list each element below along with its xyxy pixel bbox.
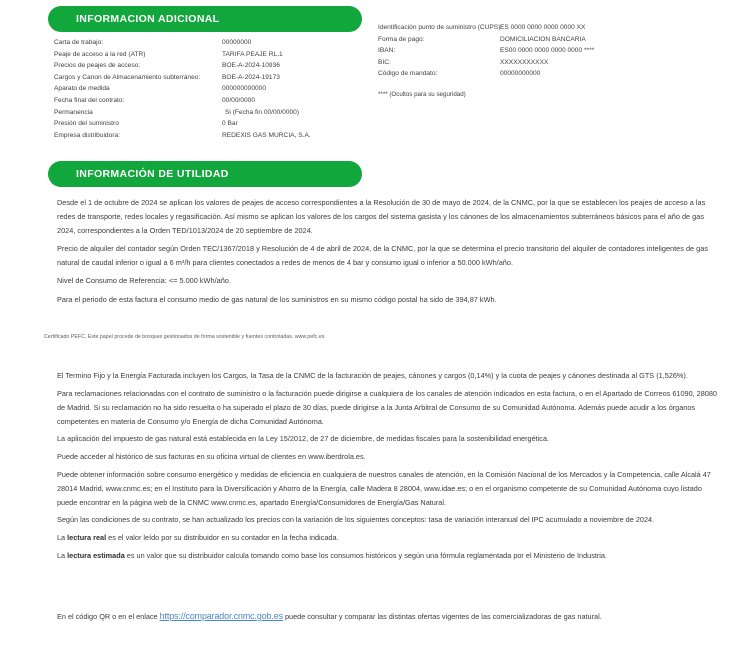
- utility-paragraph-reference-consumption: [57, 274, 719, 288]
- info-row-forma-de-pago: [378, 34, 723, 46]
- info-row-aparato-de-medida: [54, 83, 374, 95]
- legal-term-actual-reading: lectura real: [67, 533, 107, 543]
- info-label: Forma de pago:: [378, 35, 425, 43]
- info-value: 000000000000: [222, 85, 267, 93]
- comparator-link-block: [57, 609, 677, 624]
- additional-info-left-column: [54, 37, 374, 141]
- utility-paragraph-text: Desde el 1 de octubre de 2024 se aplican los valores de peajes de acceso correspondientes a la Resolución de 30 de mayo de 2024, de la CNMC, por la que se establecen los peajes de acceso a las redes de transporte, redes locales y regasificación. Así mismo se aplican los valores de los cargos del sistema gasista y los cánones de los almacenamientos subterráneos básicos para el año de gas 2024, correspondientes a la Orden TED/1013/2024 de 20 septiembre de 2024.: [57, 198, 706, 236]
- additional-info-right-column: [378, 22, 723, 101]
- legal-paragraph-gas-tax: [57, 432, 723, 446]
- info-value: 0 Bar: [222, 120, 238, 128]
- legal-paragraph-price-update-ipc: [57, 513, 723, 527]
- info-row-fecha-final-contrato: [54, 95, 374, 107]
- info-label: Carta de trabajo:: [54, 39, 104, 46]
- legal-text-prefix: La: [57, 533, 68, 543]
- info-label: Peaje de acceso a la red (ATR): [54, 50, 146, 58]
- info-value: TARIFA PEAJE RL.1: [222, 50, 283, 58]
- info-label: Cargos y Canon de Almacenamiento subterráneo:: [54, 73, 201, 81]
- info-row-codigo-de-mandato: [378, 68, 723, 80]
- info-row-permanencia: [54, 107, 374, 119]
- comparator-text-suffix: puede consultar y comparar las distintas ofertas vigentes de las comercializadoras de gas natural.: [282, 612, 602, 621]
- info-row-iban: [378, 45, 723, 57]
- legal-paragraph-claims: [57, 387, 723, 429]
- info-label: BIC:: [378, 58, 391, 66]
- legal-paragraph-invoice-history: [57, 450, 723, 464]
- info-value: 00/00/0000: [222, 96, 256, 104]
- legal-paragraph-text: La aplicación del impuesto de gas natural está establecida en la Ley 15/2012, de 27 de diciembre, de medidas fiscales para la sostenibilidad energética.: [57, 434, 550, 444]
- comparador-cnmc-link[interactable]: https://comparador.cnmc.gob.es: [159, 611, 283, 621]
- pefc-certification-notice: Certificado PEFC. Este papel procede de bosques gestionados de forma sostenible y fuentes controladas. www.pefc.es: [44, 334, 325, 340]
- legal-paragraph-energy-efficiency-info: [57, 468, 723, 510]
- utility-paragraph-tariffs: [57, 196, 719, 238]
- info-value: BOE-A-2024-19173: [222, 73, 280, 81]
- info-value: REDEXIS GAS MURCIA, S.A.: [222, 131, 311, 139]
- info-value: ES 0000 0000 0000 0000 XX: [500, 24, 586, 31]
- legal-text-suffix: es un valor que su distribuidor calcula tomando como base los consumos históricos y según una fórmula reglamentada por el Ministerio de Industria.: [124, 550, 608, 560]
- info-row-presion-suministro: [54, 118, 374, 130]
- legal-text-suffix: es el valor leído por su distribuidor en su contador en la fecha indicada.: [106, 533, 339, 543]
- legal-paragraph-estimated-reading: [57, 549, 723, 563]
- comparator-text-prefix: En el código QR o en el enlace: [57, 612, 160, 621]
- utility-paragraph-meter-rental: [57, 242, 719, 270]
- legal-paragraph-actual-reading: [57, 531, 723, 545]
- info-label: Código de mandato:: [378, 70, 438, 78]
- info-row-cups: [378, 22, 723, 34]
- info-value: DOMICILIACION BANCARIA: [500, 35, 586, 43]
- utility-info-body: [57, 196, 719, 311]
- section-header-utility-info: [48, 161, 362, 187]
- info-row-bic: [378, 57, 723, 69]
- utility-paragraph-text: Nivel de Consumo de Referencia: <= 5.000 kWh/año.: [57, 276, 231, 286]
- info-value: XXXXXXXXXXX: [500, 58, 549, 66]
- info-label: Identificación punto de suministro (CUPS):: [378, 24, 503, 31]
- info-row-peaje-acceso-red: [54, 49, 374, 61]
- info-label: Aparato de medida: [54, 85, 110, 93]
- utility-paragraph-text: Precio de alquiler del contador según Orden TEC/1367/2018 y Resolución de 4 de abril de 2024, de la CNMC, por la que se determina el precio transitorio del alquiler de contadores inteligentes de gas natural de caudal inferior o igual a 6 m³/h para clientes conectados a redes de menos de 4 bar y consumo igual o inferior a 50.000 kWh/año.: [57, 244, 708, 268]
- utility-paragraph-text: Para el periodo de esta factura el consumo medio de gas natural de los suministros en su mismo código postal ha sido de 394,87 kWh.: [57, 294, 497, 304]
- legal-paragraph-fixed-term-charges: [57, 369, 723, 383]
- info-label: Permanencia: [54, 108, 93, 116]
- utility-paragraph-average-consumption: [57, 293, 719, 307]
- info-row-carta-de-trabajo: [54, 37, 374, 49]
- legal-term-estimated-reading: lectura estimada: [67, 550, 125, 560]
- info-label: Precios de peajes de acceso:: [54, 62, 141, 70]
- section-header-additional-info-label: INFORMACION ADICIONAL: [76, 13, 220, 25]
- info-value: ES00 0000 0000 0000 0000 ****: [500, 47, 595, 55]
- info-value: 00000000: [222, 39, 252, 46]
- section-header-utility-info-label: INFORMACIÓN DE UTILIDAD: [76, 168, 229, 180]
- info-label: IBAN:: [378, 47, 396, 55]
- comparator-paragraph: [57, 609, 677, 624]
- masked-fields-note: **** (Ocultos para su seguridad): [378, 90, 466, 98]
- info-label: Empresa distribuidora:: [54, 131, 120, 139]
- info-label: Presión del suministro: [54, 120, 119, 128]
- legal-paragraph-text: Para reclamaciones relacionadas con el contrato de suministro o la facturación puede dirigirse a cualquiera de los canales de atención indicados en esta factura, o en el Apartado de Correos 61090, 28080 de Madrid. Si su reclamación no ha sido resuelta o ha superado el plazo de 30 días, puede dirigirse a la Junta Arbitral de Consumo de su Comunidad Autónoma. Además puede acudir a los órganos competentes en materia de Consumo y/o Energía de dicha Comunidad Autónoma.: [57, 388, 717, 426]
- legal-notices-body: [57, 369, 723, 566]
- info-value: Si (Fecha fin 00/00/0000): [225, 108, 300, 116]
- info-row-cargos-canon-almacenamiento: [54, 72, 374, 84]
- info-value: BOE-A-2024-10936: [222, 62, 280, 70]
- info-label: Fecha final del contrato:: [54, 96, 125, 104]
- legal-paragraph-text: Puede obtener información sobre consumo energético y medidas de eficiencia en cualquiera de nuestros canales de atención, en la Comisión Nacional de los Mercados y la Competencia, calle Alcalá 47 28014 Madrid, www.cnmc.es; en el Instituto para la Diversificación y Ahorro de la Energía, calle Madera 8 28004, www.idae.es; o en el organismo competente de su Comunidad Autónoma cuyo listado puede encontrar en la página web de la CNMC www.cnmc.es, apartado Energía/Consumidores de Energía/Gas Natural.: [57, 469, 711, 507]
- legal-paragraph-text: El Termino Fijo y la Energía Facturada incluyen los Cargos, la Tasa de la CNMC de la facturación de peajes, cánones y cargos (0,14%) y la cuota de peajes y cánones destinada al GTS (1,526%).: [57, 371, 688, 380]
- legal-text-prefix: La: [57, 550, 68, 560]
- info-row-precios-peajes-acceso: [54, 60, 374, 72]
- legal-paragraph-text: Puede acceder al histórico de sus facturas en su oficina virtual de clientes en www.iberdrola.es.: [57, 452, 366, 462]
- info-value: 00000000000: [500, 70, 541, 78]
- section-header-additional-info: [48, 6, 362, 32]
- info-row-empresa-distribuidora: [54, 130, 374, 142]
- legal-paragraph-text: Según las condiciones de su contrato, se han actualizado los precios con la variación de los siguientes conceptos: tasa de variación interanual del IPC acumulado a noviembre de 2024.: [57, 515, 655, 525]
